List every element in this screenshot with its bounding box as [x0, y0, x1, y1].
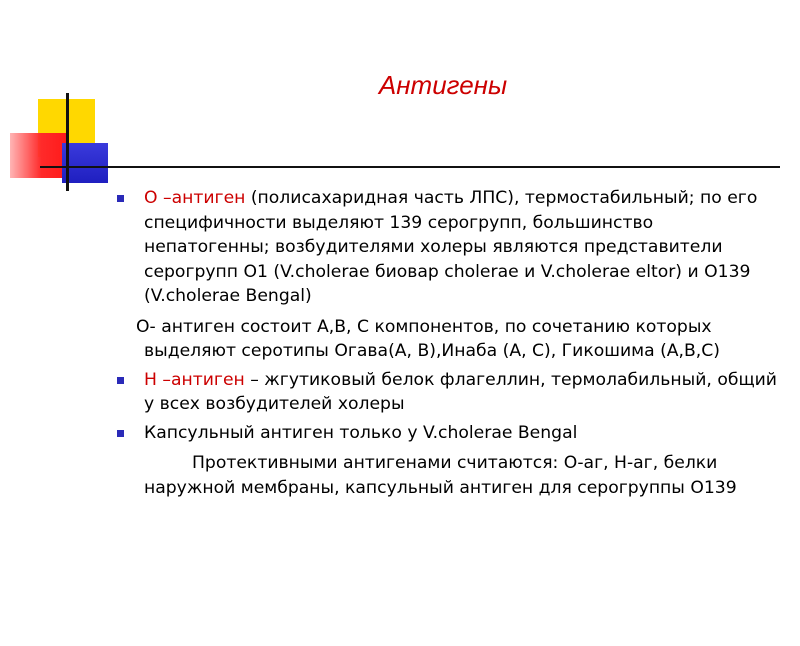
title-divider-line	[40, 166, 780, 168]
paragraph-capsular-antigen	[144, 421, 784, 446]
paragraph-text: (полисахаридная часть ЛПС), термостабильный; по его специфичности выделяют 139 серогрупп, большинство непатогенны; возбудителями холеры являются представители серогрупп О1 (V.cholerae биовар cholerae и V.cholerae eltor) и О139 (V.cholerae Bengal)	[144, 188, 758, 306]
paragraph-text: О- антиген состоит А,В, С компонентов, по сочетанию которых выделяют серотипы Огава(А, В),Инаба (А, С), Гикошима (А,В,С)	[136, 316, 720, 361]
slide-body	[136, 186, 784, 500]
paragraph-text: Капсульный антиген только у V.cholerae Bengal	[144, 422, 578, 443]
bullet-square-icon	[117, 377, 124, 384]
paragraph-o-antigen-components	[136, 315, 784, 364]
bullet-square-icon	[117, 430, 124, 437]
paragraph-protective-antigens	[144, 451, 784, 500]
slide-title: Антигены	[378, 70, 508, 100]
decor-vertical-line	[66, 93, 69, 191]
term-h-antigen: Н –антиген	[144, 369, 245, 390]
decor-red-square	[10, 133, 67, 178]
term-o-antigen: О –антиген	[144, 188, 246, 208]
bullet-square-icon	[117, 195, 124, 202]
paragraph-o-antigen	[144, 186, 784, 309]
paragraph-h-antigen	[144, 368, 784, 417]
paragraph-text: Протективными антигенами считаются: О-аг, Н-аг, белки наружной мембраны, капсульный антиген для серогруппы О139	[144, 453, 737, 498]
paragraph-text: – жгутиковый белок флагеллин, термолабильный, общий у всех возбудителей холеры	[144, 369, 777, 414]
